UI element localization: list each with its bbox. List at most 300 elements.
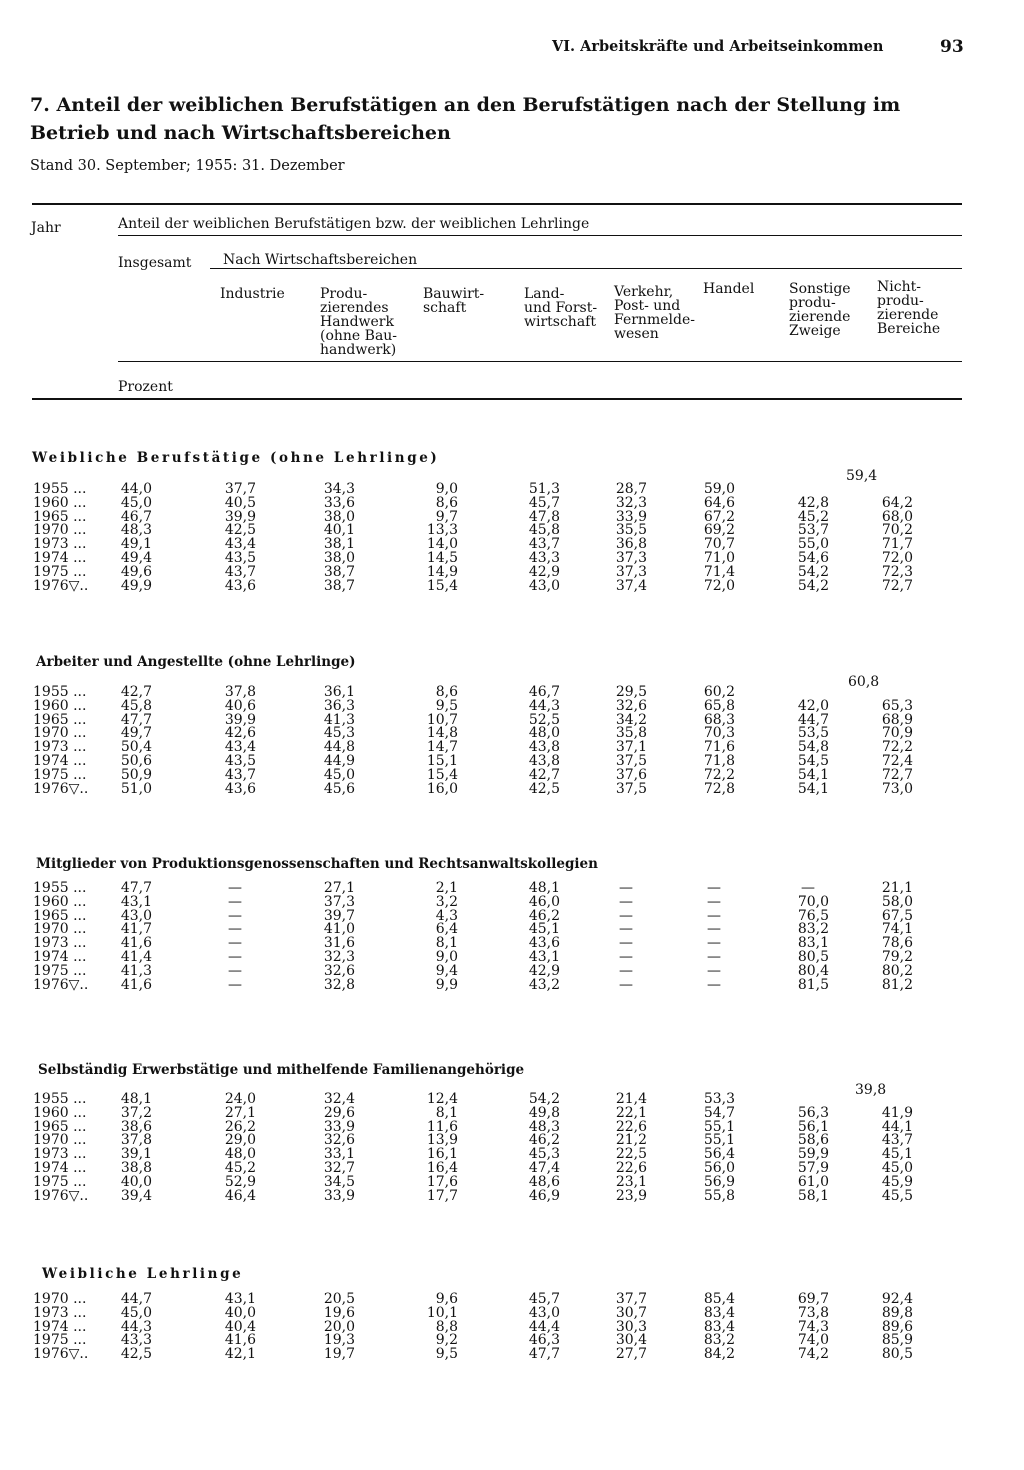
cell-handel: — <box>707 907 721 924</box>
row-year: 1975 ... <box>33 563 87 580</box>
cell-verkehr: 37,1 <box>615 739 647 756</box>
cell-insgesamt: 41,7 <box>120 921 152 938</box>
cell-handwerk: 19,7 <box>323 1346 355 1363</box>
cell-handel: 84,2 <box>703 1346 735 1363</box>
header-industrie: Industrie <box>220 286 285 302</box>
header-jahr: Jahr <box>31 220 61 236</box>
cell-handel: 71,0 <box>703 550 735 566</box>
section-label: Mitglieder von Produktionsgenossenschaften und Rechtsanwaltskollegien <box>36 856 598 872</box>
cell-nicht: 45,9 <box>881 1173 913 1190</box>
cell-verkehr: — <box>619 907 633 924</box>
cell-industrie: 27,1 <box>224 1104 256 1121</box>
cell-nicht: 43,7 <box>881 1132 913 1149</box>
header-rule-1 <box>118 235 962 236</box>
cell-handwerk: 38,7 <box>323 577 355 594</box>
cell-land: 47,4 <box>528 1160 560 1176</box>
cell-sonstige: 44,7 <box>797 711 829 728</box>
cell-bau: 14,8 <box>426 725 458 742</box>
cell-industrie: 43,4 <box>224 739 256 756</box>
cell-nicht: 72,7 <box>881 577 913 594</box>
row-year: 1973 ... <box>33 935 87 952</box>
cell-insgesamt: 50,4 <box>120 739 152 756</box>
cell-bau: 14,9 <box>426 563 458 580</box>
cell-verkehr: 30,3 <box>615 1318 647 1335</box>
cell-nicht: 64,2 <box>881 494 913 511</box>
cell-insgesamt: 44,7 <box>120 1291 152 1307</box>
cell-verkehr: 37,3 <box>615 550 647 566</box>
cell-sonstige: 55,0 <box>797 536 829 553</box>
cell-land: 42,9 <box>528 563 560 580</box>
cell-handel: — <box>707 880 721 896</box>
cell-land: 45,3 <box>528 1146 560 1163</box>
cell-nicht: 68,9 <box>881 711 913 728</box>
section-label: Arbeiter und Angestellte (ohne Lehrlinge) <box>36 654 356 670</box>
cell-bau: 10,7 <box>426 711 458 728</box>
cell-industrie: 48,0 <box>224 1146 256 1163</box>
cell-handel: 71,8 <box>703 753 735 769</box>
cell-nicht: 81,2 <box>881 976 913 993</box>
cell-handwerk: 37,3 <box>323 893 355 910</box>
cell-verkehr: 37,5 <box>615 753 647 769</box>
cell-industrie: — <box>228 907 242 924</box>
row-year: 1973 ... <box>33 739 87 756</box>
cell-verkehr: 23,9 <box>615 1187 647 1204</box>
cell-verkehr: 33,9 <box>615 508 647 525</box>
cell-industrie: 45,2 <box>224 1160 256 1176</box>
cell-insgesamt: 41,6 <box>120 976 152 993</box>
row-year: 1975 ... <box>33 1173 87 1190</box>
cell-verkehr: 21,4 <box>615 1091 647 1107</box>
row-year: 1976▽.. <box>33 577 89 594</box>
cell-bau: 9,6 <box>435 1291 458 1307</box>
cell-handel: 59,0 <box>703 481 735 497</box>
cell-insgesamt: 49,7 <box>120 725 152 742</box>
row-year: 1975 ... <box>33 962 87 979</box>
cell-insgesamt: 50,6 <box>120 753 152 769</box>
header-bau-line: schaft <box>423 300 467 316</box>
cell-sonstige: 83,2 <box>797 921 829 938</box>
cell-bau: 8,6 <box>435 494 458 511</box>
cell-bau: 14,0 <box>426 536 458 553</box>
cell-handel: 56,4 <box>703 1146 735 1163</box>
cell-sonstige: 80,4 <box>797 962 829 979</box>
section-note-value: 39,8 <box>855 1082 887 1098</box>
header-nicht-line: produ- <box>877 293 924 309</box>
cell-nicht: 45,0 <box>881 1160 913 1176</box>
cell-insgesamt: 41,6 <box>120 935 152 952</box>
cell-industrie: 40,6 <box>224 697 256 714</box>
cell-land: 43,8 <box>528 739 560 756</box>
cell-industrie: — <box>228 949 242 965</box>
cell-handwerk: 41,0 <box>323 921 355 938</box>
cell-handel: — <box>707 893 721 910</box>
cell-nicht: 92,4 <box>881 1291 913 1307</box>
cell-handel: 53,3 <box>703 1091 735 1107</box>
cell-nicht: 73,0 <box>881 780 913 797</box>
cell-insgesamt: 49,6 <box>120 563 152 580</box>
cell-nicht: 70,9 <box>881 725 913 742</box>
cell-bau: 8,8 <box>435 1318 458 1335</box>
cell-insgesamt: 45,0 <box>120 1304 152 1321</box>
cell-sonstige: 56,3 <box>797 1104 829 1121</box>
cell-nicht: 45,1 <box>881 1146 913 1163</box>
cell-nicht: 45,5 <box>881 1187 913 1204</box>
cell-handwerk: 32,6 <box>323 1132 355 1149</box>
row-year: 1970 ... <box>33 522 87 539</box>
cell-handwerk: 33,9 <box>323 1187 355 1204</box>
cell-handel: 70,7 <box>703 536 735 553</box>
cell-insgesamt: 47,7 <box>120 711 152 728</box>
row-year: 1955 ... <box>33 684 87 700</box>
cell-nicht: 72,0 <box>881 550 913 566</box>
row-year: 1974 ... <box>33 753 87 769</box>
header-sonstige-line: produ- <box>789 295 836 311</box>
cell-insgesamt: 39,1 <box>120 1146 152 1163</box>
cell-verkehr: 35,5 <box>615 522 647 539</box>
cell-handwerk: 36,1 <box>323 684 355 700</box>
cell-insgesamt: 46,7 <box>120 508 152 525</box>
cell-sonstige: 80,5 <box>797 949 829 965</box>
cell-land: 43,0 <box>528 1304 560 1321</box>
cell-bau: 9,4 <box>435 962 458 979</box>
cell-verkehr: 35,8 <box>615 725 647 742</box>
cell-handwerk: 45,6 <box>323 780 355 797</box>
cell-industrie: 24,0 <box>224 1091 256 1107</box>
cell-industrie: 43,7 <box>224 766 256 783</box>
cell-land: 45,1 <box>528 921 560 938</box>
running-header: VI. Arbeitskräfte und Arbeitseinkommen <box>552 38 884 55</box>
header-bau-line: Bauwirt- <box>423 286 485 302</box>
cell-land: 49,8 <box>528 1104 560 1121</box>
cell-bau: 14,5 <box>426 550 458 566</box>
cell-handel: 64,6 <box>703 494 735 511</box>
row-year: 1955 ... <box>33 880 87 896</box>
cell-verkehr: — <box>619 976 633 993</box>
cell-insgesamt: 44,3 <box>120 1318 152 1335</box>
cell-verkehr: — <box>619 935 633 952</box>
header-bottom-rule <box>32 398 962 400</box>
cell-handel: 67,2 <box>703 508 735 525</box>
cell-handel: 54,7 <box>703 1104 735 1121</box>
cell-bau: 15,1 <box>426 753 458 769</box>
cell-sonstige: 54,5 <box>797 753 829 769</box>
cell-verkehr: 22,5 <box>615 1146 647 1163</box>
cell-land: 42,5 <box>528 780 560 797</box>
cell-land: 52,5 <box>528 711 560 728</box>
table-title: 7. Anteil der weiblichen Berufstätigen an den Berufstätigen nach der Stellung im Betrieb und nach Wirtschaftsbereichen <box>30 94 901 144</box>
cell-insgesamt: 49,9 <box>120 577 152 594</box>
header-handwerk <box>320 287 397 357</box>
cell-nicht: 72,3 <box>881 563 913 580</box>
cell-handel: 55,8 <box>703 1187 735 1204</box>
cell-bau: 9,9 <box>435 976 458 993</box>
row-year: 1970 ... <box>33 1132 87 1149</box>
cell-nicht: 89,6 <box>881 1318 913 1335</box>
cell-nicht: 72,4 <box>881 753 913 769</box>
header-sonstige-line: Sonstige <box>789 281 851 297</box>
cell-land: 45,7 <box>528 494 560 511</box>
row-year: 1960 ... <box>33 1104 87 1121</box>
cell-industrie: 29,0 <box>224 1132 256 1149</box>
cell-nicht: 44,1 <box>881 1118 913 1135</box>
cell-insgesamt: 41,4 <box>120 949 152 965</box>
cell-handwerk: 44,8 <box>323 739 355 756</box>
row-year: 1960 ... <box>33 697 87 714</box>
cell-land: 43,3 <box>528 550 560 566</box>
cell-verkehr: 36,8 <box>615 536 647 553</box>
cell-handel: 72,2 <box>703 766 735 783</box>
cell-handel: 60,2 <box>703 684 735 700</box>
cell-bau: 8,1 <box>435 1104 458 1121</box>
cell-nicht: 70,2 <box>881 522 913 539</box>
cell-handel: — <box>707 935 721 952</box>
cell-industrie: 43,4 <box>224 536 256 553</box>
cell-insgesamt: 37,2 <box>120 1104 152 1121</box>
cell-handwerk: 44,9 <box>323 753 355 769</box>
cell-verkehr: 27,7 <box>615 1346 647 1363</box>
cell-industrie: 40,0 <box>224 1304 256 1321</box>
header-bau <box>423 287 484 315</box>
cell-handwerk: 20,5 <box>323 1291 355 1307</box>
cell-handwerk: 38,7 <box>323 563 355 580</box>
header-prozent: Prozent <box>118 379 173 395</box>
cell-bau: 9,0 <box>435 949 458 965</box>
cell-industrie: 26,2 <box>224 1118 256 1135</box>
row-year: 1970 ... <box>33 725 87 742</box>
page-number: 93 <box>940 37 964 57</box>
cell-insgesamt: 43,0 <box>120 907 152 924</box>
cell-verkehr: — <box>619 962 633 979</box>
header-handwerk-line: zierendes <box>320 300 389 316</box>
cell-verkehr: — <box>619 893 633 910</box>
cell-handwerk: 33,9 <box>323 1118 355 1135</box>
cell-handwerk: 33,6 <box>323 494 355 511</box>
cell-handel: — <box>707 921 721 938</box>
header-anteil: Anteil der weiblichen Berufstätigen bzw. der weiblichen Lehrlinge <box>118 216 590 232</box>
cell-bau: 17,6 <box>426 1173 458 1190</box>
cell-insgesamt: 39,4 <box>120 1187 152 1204</box>
cell-nicht: 72,2 <box>881 739 913 756</box>
cell-sonstige: 54,1 <box>797 766 829 783</box>
cell-sonstige: 74,0 <box>797 1332 829 1349</box>
cell-insgesamt: 40,0 <box>120 1173 152 1190</box>
cell-sonstige: 45,2 <box>797 508 829 525</box>
cell-handwerk: 27,1 <box>323 880 355 896</box>
cell-verkehr: — <box>619 921 633 938</box>
row-year: 1955 ... <box>33 481 87 497</box>
header-sonstige <box>789 282 851 338</box>
cell-insgesamt: 41,3 <box>120 962 152 979</box>
cell-industrie: 37,8 <box>224 684 256 700</box>
cell-handel: 85,4 <box>703 1291 735 1307</box>
cell-land: 47,8 <box>528 508 560 525</box>
cell-verkehr: 37,3 <box>615 563 647 580</box>
cell-insgesamt: 44,0 <box>120 481 152 497</box>
cell-sonstige: 61,0 <box>797 1173 829 1190</box>
row-year: 1965 ... <box>33 711 87 728</box>
cell-handel: 83,4 <box>703 1318 735 1335</box>
cell-land: 48,1 <box>528 880 560 896</box>
cell-verkehr: 34,2 <box>615 711 647 728</box>
cell-sonstige: 54,8 <box>797 739 829 756</box>
cell-industrie: — <box>228 962 242 979</box>
cell-industrie: 43,1 <box>224 1291 256 1307</box>
cell-industrie: 46,4 <box>224 1187 256 1204</box>
cell-sonstige: — <box>801 880 815 896</box>
row-year: 1974 ... <box>33 550 87 566</box>
cell-nicht: 80,2 <box>881 962 913 979</box>
cell-verkehr: 30,4 <box>615 1332 647 1349</box>
cell-sonstige: 76,5 <box>797 907 829 924</box>
cell-industrie: 39,9 <box>224 711 256 728</box>
cell-handwerk: 41,3 <box>323 711 355 728</box>
cell-sonstige: 58,6 <box>797 1132 829 1149</box>
row-year: 1970 ... <box>33 921 87 938</box>
cell-nicht: 68,0 <box>881 508 913 525</box>
section-label: Selbständig Erwerbstätige und mithelfende Familienangehörige <box>38 1062 525 1078</box>
cell-handwerk: 32,8 <box>323 976 355 993</box>
cell-insgesamt: 38,6 <box>120 1118 152 1135</box>
cell-land: 42,7 <box>528 766 560 783</box>
cell-handwerk: 34,3 <box>323 481 355 497</box>
cell-sonstige: 74,3 <box>797 1318 829 1335</box>
cell-industrie: — <box>228 880 242 896</box>
cell-land: 46,3 <box>528 1332 560 1349</box>
cell-insgesamt: 49,1 <box>120 536 152 553</box>
cell-nicht: 71,7 <box>881 536 913 553</box>
cell-handel: — <box>707 949 721 965</box>
table-subtitle: Stand 30. September; 1955: 31. Dezember <box>30 158 345 174</box>
cell-sonstige: 54,6 <box>797 550 829 566</box>
header-handwerk-line: handwerk) <box>320 342 397 358</box>
cell-industrie: — <box>228 893 242 910</box>
cell-handel: — <box>707 976 721 993</box>
cell-bau: 3,2 <box>435 893 458 910</box>
cell-bau: 9,2 <box>435 1332 458 1349</box>
cell-verkehr: 37,7 <box>615 1291 647 1307</box>
header-verkehr-line: wesen <box>614 326 659 342</box>
cell-handwerk: 32,6 <box>323 962 355 979</box>
section-note-value: 60,8 <box>848 674 880 690</box>
cell-industrie: 43,7 <box>224 563 256 580</box>
cell-land: 51,3 <box>528 481 560 497</box>
cell-handwerk: 31,6 <box>323 935 355 952</box>
cell-nicht: 85,9 <box>881 1332 913 1349</box>
section-label: Weibliche Berufstätige (ohne Lehrlinge) <box>32 450 440 466</box>
cell-nicht: 74,1 <box>881 921 913 938</box>
cell-handel: 72,0 <box>703 577 735 594</box>
cell-handel: 83,4 <box>703 1304 735 1321</box>
cell-land: 48,3 <box>528 1118 560 1135</box>
cell-insgesamt: 50,9 <box>120 766 152 783</box>
cell-bau: 16,4 <box>426 1160 458 1176</box>
cell-insgesamt: 37,8 <box>120 1132 152 1149</box>
cell-handwerk: 40,1 <box>323 522 355 539</box>
header-verkehr-line: Post- und <box>614 298 681 314</box>
cell-land: 48,0 <box>528 725 560 742</box>
cell-industrie: 40,4 <box>224 1318 256 1335</box>
cell-insgesamt: 48,1 <box>120 1091 152 1107</box>
section-label: Weibliche Lehrlinge <box>42 1266 244 1282</box>
cell-bau: 8,1 <box>435 935 458 952</box>
row-year: 1965 ... <box>33 508 87 525</box>
cell-sonstige: 57,9 <box>797 1160 829 1176</box>
cell-bau: 8,6 <box>435 684 458 700</box>
row-year: 1965 ... <box>33 907 87 924</box>
cell-verkehr: 37,6 <box>615 766 647 783</box>
cell-industrie: 42,1 <box>224 1346 256 1363</box>
cell-verkehr: 22,1 <box>615 1104 647 1121</box>
cell-handel: 68,3 <box>703 711 735 728</box>
row-year: 1974 ... <box>33 1160 87 1176</box>
header-nicht-line: zierende <box>877 307 939 323</box>
header-handwerk-line: Handwerk <box>320 314 394 330</box>
cell-verkehr: 32,6 <box>615 697 647 714</box>
cell-bau: 13,3 <box>426 522 458 539</box>
cell-sonstige: 54,2 <box>797 563 829 580</box>
cell-sonstige: 69,7 <box>797 1291 829 1307</box>
cell-land: 46,2 <box>528 907 560 924</box>
cell-handel: 56,9 <box>703 1173 735 1190</box>
cell-handwerk: 38,0 <box>323 508 355 525</box>
cell-insgesamt: 49,4 <box>120 550 152 566</box>
cell-insgesamt: 48,3 <box>120 522 152 539</box>
cell-land: 46,2 <box>528 1132 560 1149</box>
cell-land: 43,6 <box>528 935 560 952</box>
cell-nicht: 72,7 <box>881 766 913 783</box>
header-land-line: wirtschaft <box>524 314 596 330</box>
cell-land: 43,1 <box>528 949 560 965</box>
cell-industrie: 52,9 <box>224 1173 256 1190</box>
cell-verkehr: — <box>619 949 633 965</box>
cell-industrie: — <box>228 935 242 952</box>
cell-industrie: 42,5 <box>224 522 256 539</box>
cell-land: 45,8 <box>528 522 560 539</box>
cell-sonstige: 53,5 <box>797 725 829 742</box>
cell-nicht: 80,5 <box>881 1346 913 1363</box>
cell-handwerk: 39,7 <box>323 907 355 924</box>
cell-insgesamt: 43,1 <box>120 893 152 910</box>
row-year: 1970 ... <box>33 1291 87 1307</box>
cell-sonstige: 59,9 <box>797 1146 829 1163</box>
cell-handwerk: 38,1 <box>323 536 355 553</box>
cell-sonstige: 73,8 <box>797 1304 829 1321</box>
header-land-line: Land- <box>524 286 565 302</box>
cell-handwerk: 29,6 <box>323 1104 355 1121</box>
cell-sonstige: 54,1 <box>797 780 829 797</box>
header-land-line: und Forst- <box>524 300 598 316</box>
cell-industrie: 43,5 <box>224 550 256 566</box>
cell-land: 43,8 <box>528 753 560 769</box>
cell-sonstige: 58,1 <box>797 1187 829 1204</box>
cell-insgesamt: 45,0 <box>120 494 152 511</box>
cell-verkehr: 22,6 <box>615 1160 647 1176</box>
cell-verkehr: 21,2 <box>615 1132 647 1149</box>
cell-industrie: 39,9 <box>224 508 256 525</box>
header-verkehr-line: Verkehr, <box>614 284 674 300</box>
cell-bau: 15,4 <box>426 766 458 783</box>
row-year: 1973 ... <box>33 536 87 553</box>
header-handel: Handel <box>703 281 755 297</box>
cell-bau: 4,3 <box>435 907 458 924</box>
cell-land: 43,7 <box>528 536 560 553</box>
cell-bau: 15,4 <box>426 577 458 594</box>
row-year: 1960 ... <box>33 893 87 910</box>
cell-handwerk: 32,3 <box>323 949 355 965</box>
cell-insgesamt: 47,7 <box>120 880 152 896</box>
cell-insgesamt: 42,5 <box>120 1346 152 1363</box>
cell-bau: 9,5 <box>435 697 458 714</box>
